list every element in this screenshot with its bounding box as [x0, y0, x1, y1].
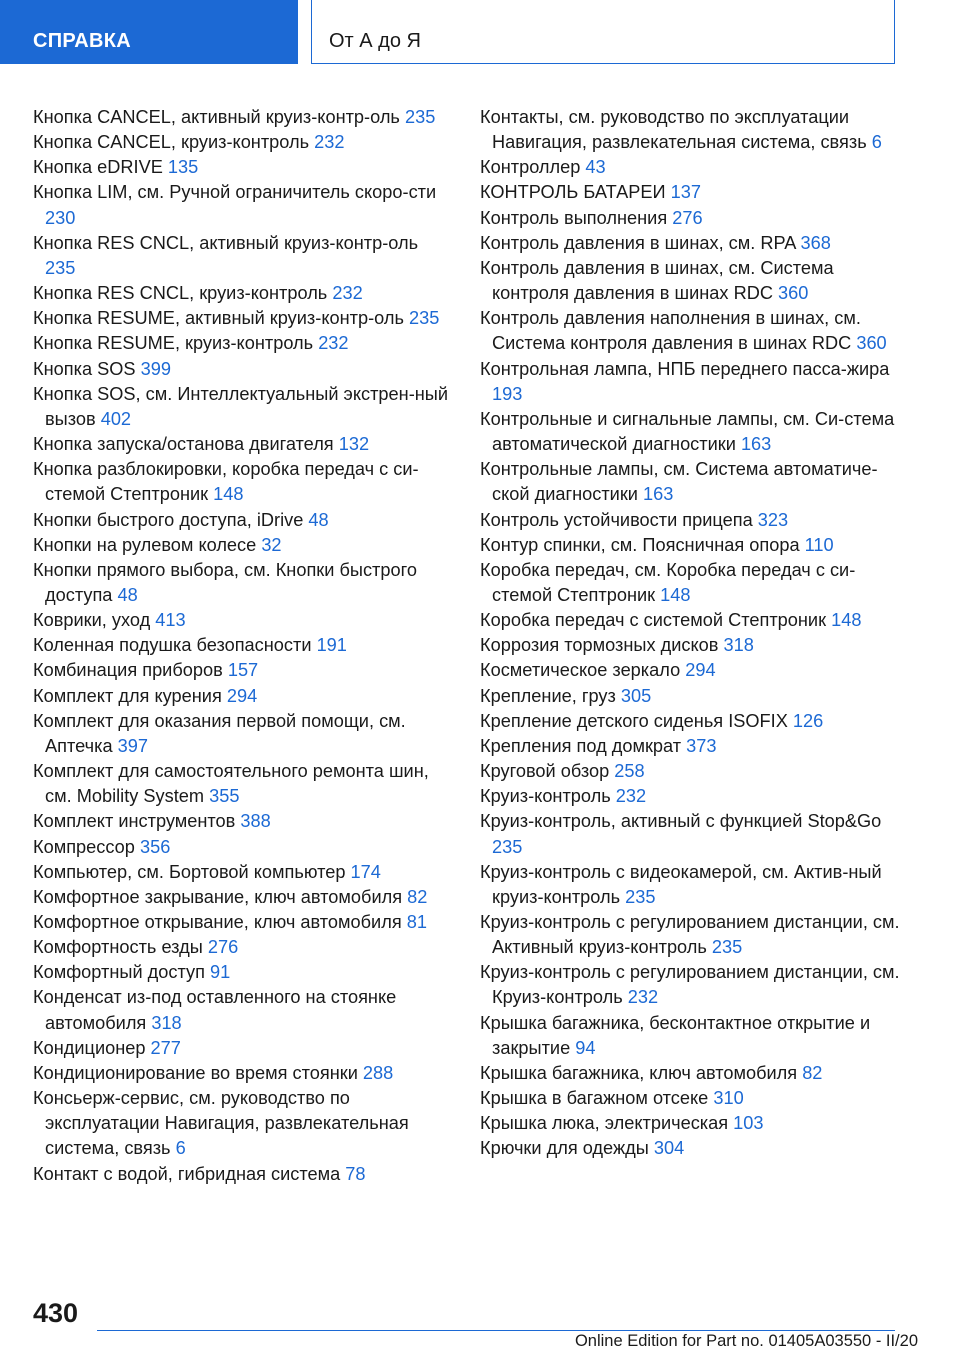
index-entry-text: Кнопка CANCEL, круиз-контроль — [33, 132, 315, 153]
page-link[interactable]: 235 — [409, 308, 440, 329]
index-entry-text: Контрольные лампы, см. Система автоматиче-ской диагностики — [480, 459, 878, 505]
index-entry-text: Кнопка запуска/останова двигателя — [33, 434, 339, 455]
page-link[interactable]: 174 — [350, 861, 381, 882]
index-entry — [33, 306, 453, 331]
index-entry-text: Контроль давления в шинах, см. Система контроля давления в шинах RDC — [480, 257, 834, 304]
index-entry — [480, 533, 900, 558]
index-entry — [480, 1086, 900, 1111]
page-link[interactable]: 288 — [362, 1062, 394, 1083]
index-entry-text: Круиз-контроль с регулированием дистанции, см. Круиз-контроль — [480, 962, 900, 1008]
index-entry — [33, 130, 453, 155]
page-link[interactable]: 323 — [757, 509, 789, 530]
index-entry — [480, 1061, 900, 1086]
index-entry — [33, 432, 453, 457]
index-entry-text: Круиз-контроль с регулированием дистанции, см. Активный круиз-контроль — [480, 912, 900, 958]
page-link[interactable]: 132 — [338, 434, 370, 455]
index-entry-text: Крепление, груз — [480, 685, 621, 706]
index-entry — [480, 734, 900, 759]
index-entry — [33, 633, 453, 658]
page-link[interactable]: 294 — [226, 685, 258, 706]
index-entry-text: Комфортное открывание, ключ автомобиля — [33, 912, 407, 932]
index-entry-text: Комплект инструментов — [33, 811, 241, 832]
page-link[interactable]: 148 — [660, 584, 691, 605]
index-entry-text: Кнопка SOS, см. Интеллектуальный экстрен-ный вызов — [33, 383, 449, 429]
page-link[interactable]: 399 — [140, 358, 171, 379]
page-link[interactable]: 230 — [45, 207, 76, 228]
index-entry-text: Компрессор — [33, 836, 140, 857]
page-link[interactable]: 232 — [627, 987, 659, 1008]
index-entry — [480, 457, 900, 507]
index-entry — [480, 206, 900, 231]
index-entry — [33, 180, 453, 230]
index-entry-text: Кнопки быстрого доступа, iDrive — [33, 509, 309, 530]
page-link[interactable]: 163 — [740, 434, 772, 455]
index-entry — [33, 1086, 453, 1161]
index-entry — [480, 105, 900, 155]
index-entry — [33, 508, 453, 533]
page-link[interactable]: 305 — [620, 685, 652, 706]
index-entry-text: Коррозия тормозных дисков — [480, 635, 724, 656]
page-link[interactable]: 235 — [625, 886, 656, 907]
index-entry-text: Кнопки на рулевом колесе — [33, 534, 262, 555]
index-entry — [33, 1036, 453, 1061]
index-entry — [480, 759, 900, 784]
index-entry — [480, 256, 900, 306]
page-link[interactable]: 135 — [167, 157, 199, 178]
page-link[interactable]: 413 — [155, 610, 186, 631]
index-entry — [480, 784, 900, 809]
index-entry-text: Комбинация приборов — [33, 660, 228, 681]
page-link[interactable]: 276 — [207, 937, 239, 958]
index-entry-text: Кнопки прямого выбора, см. Кнопки быстрого доступа — [33, 559, 417, 605]
index-entry-text: Кнопка CANCEL, активный круиз-контр-оль — [33, 107, 405, 127]
page-link[interactable]: 388 — [240, 811, 271, 832]
page-link[interactable]: 235 — [404, 107, 436, 127]
index-entry-text: Кнопка RESUME, круиз-контроль — [33, 333, 319, 354]
index-entry — [480, 558, 900, 608]
index-entry — [480, 633, 900, 658]
page-link[interactable]: 191 — [316, 635, 347, 656]
page-link[interactable]: 318 — [151, 1012, 182, 1033]
page-link[interactable]: 32 — [261, 534, 282, 555]
index-entry-text: Круиз-контроль — [480, 786, 616, 807]
page-link[interactable]: 235 — [711, 937, 743, 958]
index-entry — [480, 809, 900, 859]
index-entry — [33, 960, 453, 985]
page-link[interactable]: 276 — [672, 207, 703, 228]
index-entry — [480, 1011, 900, 1061]
page-link[interactable]: 43 — [585, 157, 606, 178]
index-entry — [33, 105, 453, 130]
index-entry-text: Коробка передач, см. Коробка передач с си-стемой Стептроник — [480, 559, 856, 605]
index-entry — [33, 885, 453, 910]
index-column-right — [480, 105, 900, 1162]
page-link[interactable]: 356 — [139, 836, 171, 857]
index-entry — [33, 608, 453, 633]
index-entry — [33, 1162, 453, 1187]
index-entry-text: Кнопка LIM, см. Ручной ограничитель скоро-сти — [33, 182, 437, 203]
index-entry-text: Контроль устойчивости прицепа — [480, 509, 758, 530]
index-entry — [33, 985, 453, 1035]
index-entry — [33, 835, 453, 860]
index-entry-text: Контроль давления в шинах, см. RPA — [480, 232, 801, 253]
page-link[interactable]: 163 — [643, 484, 674, 505]
page-link[interactable]: 355 — [209, 786, 240, 807]
index-entry — [480, 407, 900, 457]
index-entry — [480, 1136, 900, 1161]
page-link[interactable]: 232 — [332, 283, 363, 304]
index-entry-text: Конденсат из-под оставленного на стоянке автомобиля — [33, 987, 397, 1033]
page-link[interactable]: 6 — [871, 132, 882, 153]
index-entry-text: Комфортный доступ — [33, 962, 211, 983]
index-entry — [480, 684, 900, 709]
index-entry — [480, 155, 900, 180]
index-entry — [33, 709, 453, 759]
index-entry-text: Комфортность езды — [33, 937, 208, 958]
index-entry — [33, 558, 453, 608]
index-entry — [33, 759, 453, 809]
page-link[interactable]: 304 — [653, 1138, 685, 1159]
index-entry — [33, 910, 453, 935]
index-entry-text: Контроллер — [480, 157, 586, 178]
index-entry-text: Комфортное закрывание, ключ автомобиля — [33, 886, 408, 907]
index-entry — [33, 684, 453, 709]
index-entry — [480, 960, 900, 1010]
page-number: 430 — [33, 1298, 79, 1328]
index-entry-text: Комплект для оказания первой помощи, см. Аптечка — [33, 710, 406, 756]
page-link[interactable]: 402 — [100, 408, 132, 429]
index-entry — [480, 1111, 900, 1136]
index-entry-text: Кнопка RESUME, активный круиз-контр-оль — [33, 308, 409, 329]
index-entry-text: Контроль выполнения — [480, 207, 673, 228]
index-entry-text: Крышка багажника, бесконтактное открытие и закрытие — [480, 1012, 871, 1058]
page-link[interactable]: 91 — [210, 962, 231, 983]
chapter-tab[interactable]: СПРАВКА — [0, 0, 298, 64]
page-link[interactable]: 360 — [778, 283, 809, 304]
index-entry-text: Крышка в багажном отсеке — [480, 1088, 714, 1109]
index-entry — [480, 658, 900, 683]
index-entry-text: Контур спинки, см. Поясничная опора — [480, 534, 805, 555]
page-link[interactable]: 148 — [831, 610, 862, 631]
index-entry — [480, 306, 900, 356]
index-entry-text: Контакт с водой, гибридная система — [33, 1163, 346, 1184]
index-entry-text: Кондиционер — [33, 1037, 151, 1058]
page-link[interactable]: 137 — [670, 182, 702, 203]
index-entry-text: Кнопка разблокировки, коробка передач с си-стемой Стептроник — [33, 459, 419, 505]
index-entry-text: Контроль давления наполнения в шинах, см. Система контроля давления в шинах RDC — [480, 308, 861, 354]
page-link[interactable]: 126 — [792, 710, 824, 731]
index-entry-text: Кнопка eDRIVE — [33, 157, 168, 178]
index-entry — [480, 709, 900, 734]
index-entry-text: Комплект для самостоятельного ремонта шин, см. Mobility System — [33, 761, 429, 807]
footer-divider — [97, 1330, 895, 1331]
page-link[interactable]: 258 — [614, 761, 645, 782]
page-link[interactable]: 373 — [686, 735, 717, 756]
page-link[interactable]: 397 — [117, 735, 148, 756]
index-entry-text: Консьерж-сервис, см. руководство по эксплуатации Навигация, развлекательная система, связь — [33, 1088, 409, 1159]
page-link[interactable]: 360 — [856, 333, 887, 354]
index-entry-text: Крючки для одежды — [480, 1138, 654, 1159]
page-link[interactable]: 78 — [345, 1163, 366, 1184]
index-entry — [480, 608, 900, 633]
page-link[interactable]: 110 — [804, 534, 834, 555]
page-link[interactable]: 6 — [175, 1138, 186, 1159]
index-entry — [33, 935, 453, 960]
page-link[interactable]: 294 — [685, 660, 716, 681]
page-link[interactable]: 232 — [314, 132, 345, 153]
index-entry — [480, 860, 900, 910]
page-link[interactable]: 232 — [615, 786, 647, 807]
index-entry-text: Круговой обзор — [480, 761, 615, 782]
index-entry-text: Комплект для курения — [33, 685, 227, 706]
page-link[interactable]: 235 — [45, 257, 76, 278]
index-entry — [480, 231, 900, 256]
index-entry-text: Контрольная лампа, НПБ переднего пасса-жира — [480, 358, 890, 379]
index-entry-text: Коврики, уход — [33, 610, 156, 631]
section-title: От А до Я — [311, 0, 895, 64]
index-entry-text: Крышка багажника, ключ автомобиля — [480, 1062, 803, 1083]
page-link[interactable]: 148 — [213, 484, 244, 505]
index-entry — [33, 658, 453, 683]
index-entry — [33, 1061, 453, 1086]
index-entry-text: Кнопка RES CNCL, активный круиз-контр-оль — [33, 232, 419, 253]
page-link[interactable]: 193 — [492, 383, 523, 404]
index-entry — [33, 533, 453, 558]
index-entry — [480, 357, 900, 407]
index-entry-text: Контакты, см. руководство по эксплуатации Навигация, развлекательная система, связь — [480, 107, 872, 153]
page-link[interactable]: 318 — [723, 635, 754, 656]
page-link[interactable]: 82 — [407, 886, 428, 907]
index-entry — [33, 357, 453, 382]
page-link[interactable]: 157 — [227, 660, 259, 681]
page-link[interactable]: 310 — [713, 1088, 744, 1109]
index-entry-text: КОНТРОЛЬ БАТАРЕИ — [480, 182, 671, 203]
index-entry-text: Кнопка SOS — [33, 358, 141, 379]
page-link[interactable]: 81 — [406, 912, 427, 932]
index-entry — [480, 180, 900, 205]
index-entry-text: Коробка передач с системой Стептроник — [480, 610, 832, 631]
index-entry-text: Круиз-контроль, активный с функцией Stop&Go — [480, 811, 882, 832]
index-entry — [33, 860, 453, 885]
page-link[interactable]: 48 — [308, 509, 329, 530]
index-entry — [33, 281, 453, 306]
index-entry — [480, 910, 900, 960]
index-entry-text: Крепление детского сиденья ISOFIX — [480, 710, 793, 731]
index-entry-text: Круиз-контроль с видеокамерой, см. Актив-ный круиз-контроль — [480, 861, 882, 907]
index-entry-text: Коленная подушка безопасности — [33, 635, 317, 656]
page-link[interactable]: 94 — [575, 1037, 596, 1058]
index-entry-text: Контрольные и сигнальные лампы, см. Си-стема автоматической диагностики — [480, 408, 895, 455]
index-entry — [480, 508, 900, 533]
index-entry-text: Компьютер, см. Бортовой компьютер — [33, 861, 351, 882]
page-link[interactable]: 232 — [318, 333, 349, 354]
index-column-left — [33, 105, 453, 1187]
index-entry — [33, 382, 453, 432]
index-entry — [33, 231, 453, 281]
page-link[interactable]: 103 — [733, 1113, 764, 1134]
edition-info: Online Edition for Part no. 01405A03550 - II/20 — [574, 1332, 918, 1350]
index-entry-text: Косметическое зеркало — [480, 660, 686, 681]
page-link[interactable]: 82 — [802, 1062, 823, 1083]
index-entry-text: Кнопка RES CNCL, круиз-контроль — [33, 283, 333, 304]
index-entry-text: Крепления под домкрат — [480, 735, 687, 756]
index-entry — [33, 809, 453, 834]
index-entry-text: Кондиционирование во время стоянки — [33, 1062, 363, 1083]
page-link[interactable]: 368 — [800, 232, 831, 253]
page-link[interactable]: 235 — [492, 836, 523, 857]
page-link[interactable]: 277 — [150, 1037, 181, 1058]
index-entry-text: Крышка люка, электрическая — [480, 1113, 734, 1134]
index-entry — [33, 155, 453, 180]
page-link[interactable]: 48 — [117, 584, 138, 605]
index-entry — [33, 331, 453, 356]
index-entry — [33, 457, 453, 507]
